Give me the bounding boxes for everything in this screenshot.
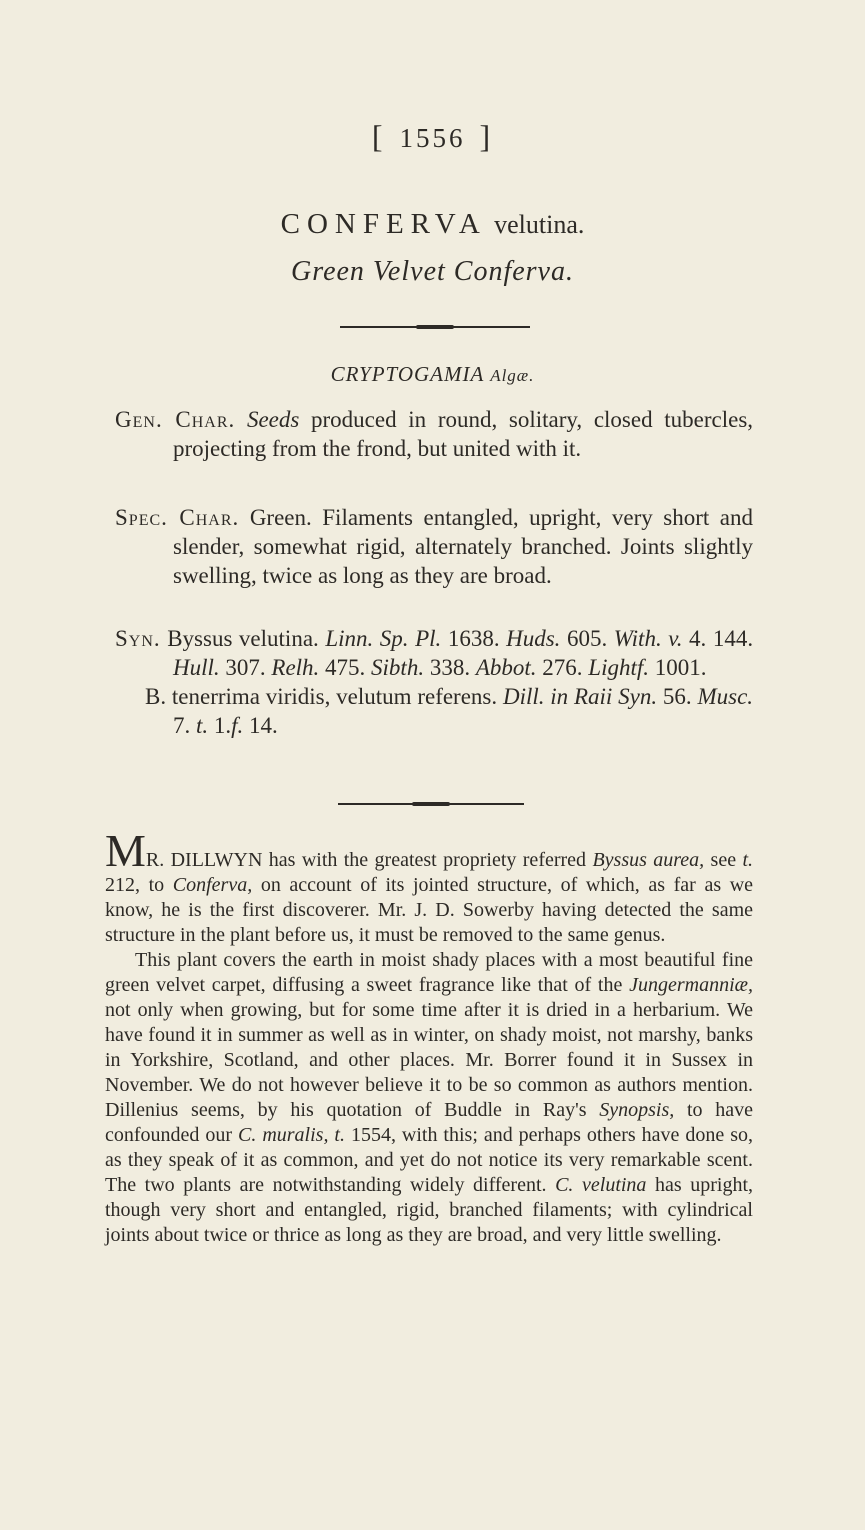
common-name: Green Velvet Conferva. (291, 256, 574, 287)
generic-character (115, 405, 753, 463)
syn-ref: Hull. 307. (173, 655, 266, 680)
description (105, 825, 754, 1248)
gen-char-label: Gen. Char. (115, 407, 236, 432)
divider-top (340, 326, 530, 328)
class-name: CRYPTOGAMIA (330, 362, 484, 386)
syn-ref: Sibth. 338. (371, 655, 471, 680)
syn-ref: Lightf. 1001. (588, 655, 707, 680)
synonymy: Syn. Byssus velutina. Linn. Sp. Pl. 1638. Huds. 605. With. v. 4. 144. Hull. 307. Relh. 475. Sibth. 338. Abbot. 276. Lightf. 1001. B. tenerrima viridis, velutum referens. Dill. in Raii Syn. 56. Musc. 7. t. 1.f. 14. (115, 626, 754, 738)
paragraph-2: This plant covers the earth in moist shady places with a most beautiful fine green velvet carpet, diffusing a sweet fragrance like that of the Jungermanniæ, not only when growing, but for some time after it is dried in a herbarium. We have found it in summer as well as in winter, on shady moist, not marshy, banks in Yorkshire, Scotland, and other places. Mr. Borrer found it in Sussex in November. We do not however believe it to be so common as authors mention. Dillenius seems, by his quotation of Buddle in Ray's Synopsis, to have confounded our C. muralis, t. 1554, with this; and perhaps others have done so, as they speak of it as common, and yet do not notice its very remarkable scent. The two plants are notwithstanding widely different. C. velutina has upright, though very short and entangled, rigid, branched filaments; with cylindrical joints about twice or thrice as long as they are broad, and very little swelling. (105, 949, 754, 1246)
syn-ref: Huds. 605. (506, 626, 608, 651)
syn-second-name: B. tenerrima viridis, velutum referens. (145, 684, 498, 709)
gen-char-text: produced in round, solitary, closed tubercles, projecting from the frond, but united with it. (173, 407, 754, 461)
syn-ref: Abbot. 276. (475, 655, 583, 680)
genus-name: CONFERVA (280, 208, 487, 240)
order-name: Algæ. (490, 366, 535, 385)
species-epithet: velutina. (494, 210, 585, 239)
divider-bottom (338, 803, 524, 805)
classification (0, 362, 865, 387)
page-number: [ 1556 ] (371, 118, 494, 154)
syn-ref: Relh. 475. (271, 655, 366, 680)
species-title (0, 208, 865, 241)
page-number-value: 1556 (399, 123, 466, 153)
syn-ref: With. v. 4. 144. (613, 626, 754, 651)
syn-label: Syn. (115, 626, 161, 651)
paragraph-1: MR. DILLWYN has with the greatest propriety referred Byssus aurea, see t. 212, to Conferva, on account of its jointed structure, of which, as far as we know, he is the first discoverer. Mr. J. D. Sowerby having detected the same structure in the plant before us, it must be removed to the same genus. (105, 825, 754, 946)
specific-character (115, 503, 753, 590)
spec-char-label: Spec. Char. (115, 505, 240, 530)
drop-cap: M (105, 825, 146, 876)
syn-name: Byssus velutina. (167, 626, 319, 651)
gen-char-first-word: Seeds (246, 407, 300, 432)
syn-ref: Linn. Sp. Pl. 1638. (325, 626, 500, 651)
spec-char-text: Green. Filaments entangled, upright, very short and slender, somewhat rigid, alternately branched. Joints slightly swelling, twice as long as they are broad. (173, 505, 754, 588)
